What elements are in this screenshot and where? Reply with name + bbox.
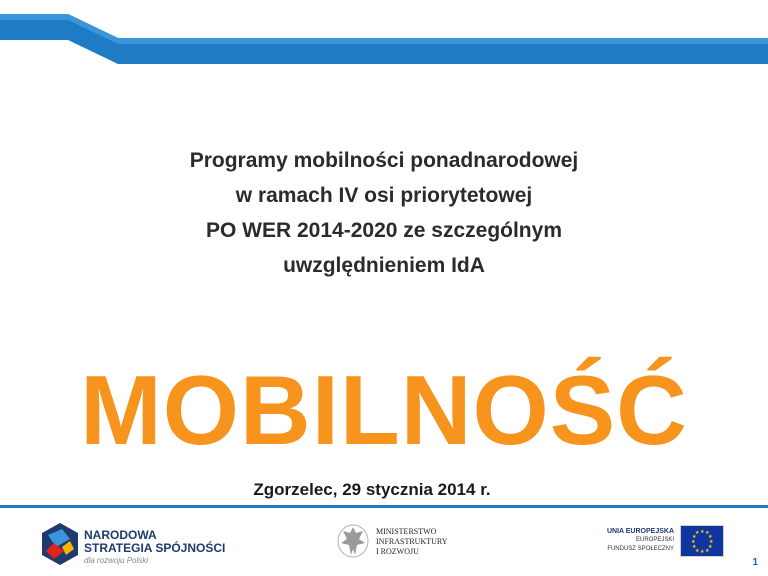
title-line-1: Programy mobilności ponadnarodowej [189, 149, 579, 172]
svg-text:★: ★ [708, 534, 713, 540]
svg-text:★: ★ [692, 534, 697, 540]
nss-logo-text [84, 529, 225, 566]
svg-text:★: ★ [695, 530, 700, 536]
eu-line-1: UNIA EUROPEJSKA [606, 528, 674, 535]
eu-line-2: EUROPEJSKI [635, 537, 674, 543]
svg-text:★: ★ [708, 544, 713, 550]
svg-text:★: ★ [700, 529, 705, 535]
nss-line-2: STRATEGIA SPÓJNOŚCI [84, 541, 226, 555]
nss-logo-icon [40, 521, 80, 567]
footer [0, 505, 768, 576]
headline: MOBILNOŚĆ [80, 355, 688, 465]
header-bar [0, 14, 768, 64]
place-date [0, 480, 768, 500]
page-number: 1 [752, 557, 758, 568]
svg-text:★: ★ [709, 539, 714, 545]
svg-text:★: ★ [705, 548, 710, 554]
ministry-logo [336, 521, 466, 565]
polish-eagle-icon [336, 521, 370, 561]
svg-text:★: ★ [705, 530, 710, 536]
eu-flag-stars [681, 526, 723, 556]
ministry-line-2: INFRASTRUKTURY [376, 537, 448, 546]
svg-text:★: ★ [695, 548, 700, 554]
svg-text:★: ★ [692, 544, 697, 550]
nss-line-1: NARODOWA [84, 528, 157, 542]
ministry-text [376, 527, 448, 557]
svg-text:★: ★ [700, 549, 705, 555]
nss-logo [40, 521, 240, 569]
title-line-3: PO WER 2014-2020 ze szczególnym [206, 219, 562, 242]
eu-text [594, 527, 674, 554]
svg-text:★: ★ [691, 539, 696, 545]
eu-flag-icon [680, 525, 724, 557]
eu-logo [594, 523, 726, 563]
ministry-line-1: MINISTERSTWO [376, 527, 437, 536]
header-band-highlight [118, 38, 768, 44]
nss-line-3: dla rozwoju Polski [84, 556, 149, 565]
ministry-line-3: I ROZWOJU [376, 547, 419, 556]
slide-title [0, 143, 768, 283]
footer-divider [0, 505, 768, 508]
title-line-2: w ramach IV osi priorytetowej [235, 184, 533, 207]
eu-line-3: FUNDUSZ SPOŁECZNY [607, 546, 674, 552]
header-chevron-icon [0, 14, 120, 64]
title-line-4: uwzględnieniem IdA [283, 254, 485, 277]
place-date-text: Zgorzelec, 29 stycznia 2014 r. [253, 480, 491, 499]
